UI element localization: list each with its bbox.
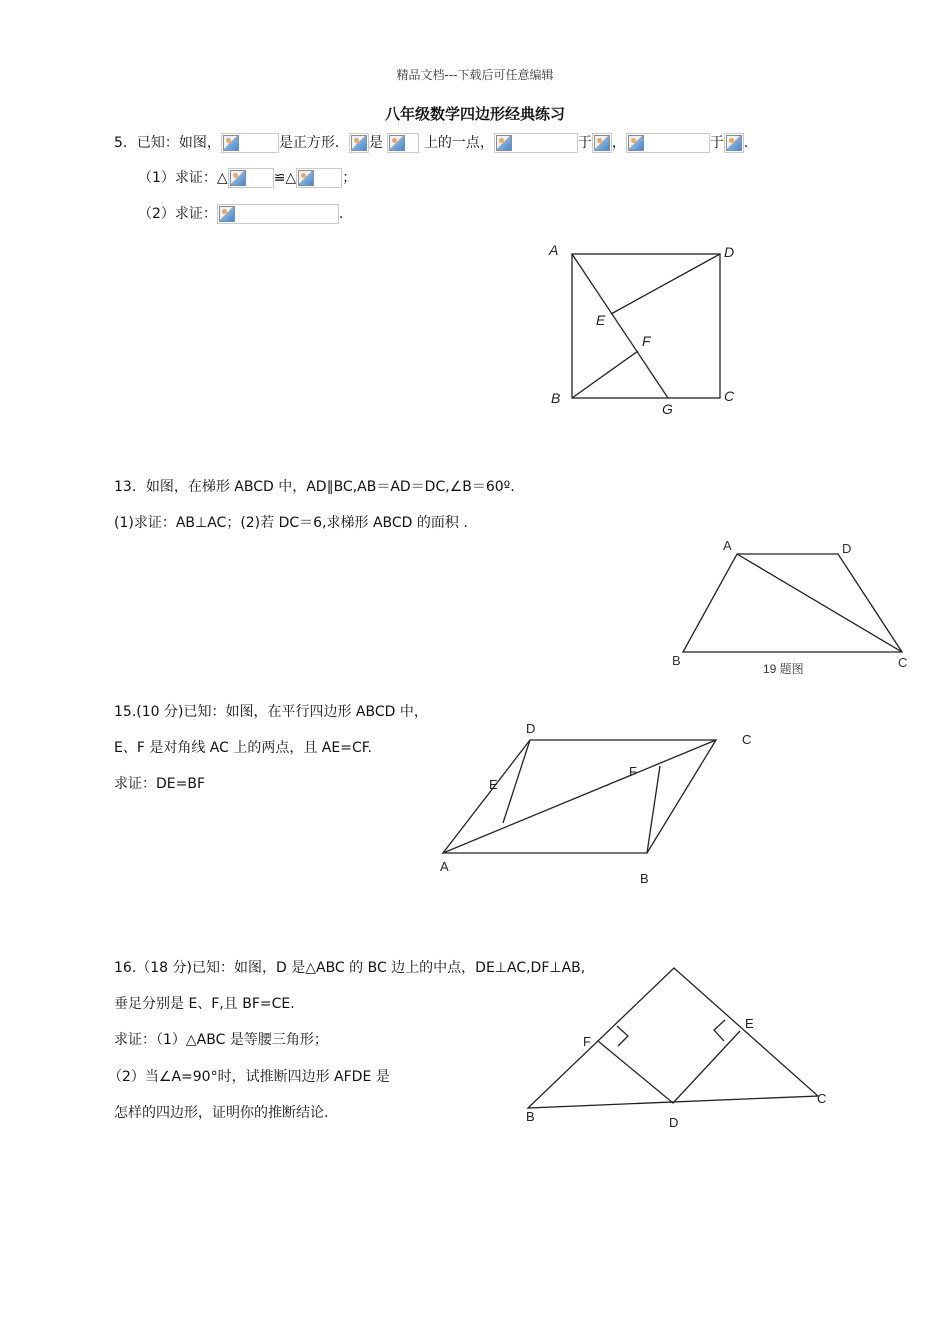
text: . <box>743 135 749 151</box>
perpendiculars-df-de <box>598 1031 740 1103</box>
problem-15-line-3: 求证：DE=BF <box>114 776 206 792</box>
page-title: 八年级数学四边形经典练习 <box>384 105 565 123</box>
text: ； <box>342 170 357 186</box>
point-label-f: F <box>629 764 637 779</box>
text: 已知：如图， <box>136 135 221 151</box>
right-angle-mark-f <box>617 1026 628 1046</box>
vertex-label-c: C <box>742 732 752 747</box>
vertex-label-a: A <box>723 538 732 553</box>
vertex-label-c: C <box>817 1091 827 1106</box>
vertex-label-b: B <box>551 390 561 406</box>
problem-16-line-3: 求证：（1）△ABC 是等腰三角形； <box>114 1032 328 1048</box>
segment-de <box>611 254 720 314</box>
vertex-label-b: B <box>640 871 649 886</box>
problem-15-line-2: E、F 是对角线 AC 上的两点，且 AE=CF. <box>114 740 372 756</box>
text: 上的一点， <box>423 135 494 151</box>
segment-ag <box>572 254 668 398</box>
text: 于 <box>709 135 724 151</box>
text: ≌△ <box>273 170 297 186</box>
vertex-label-d: D <box>526 721 536 736</box>
problem-16-line-4: （2）当∠A=90°时，试推断四边形 AFDE 是 <box>108 1069 390 1085</box>
problem-13-line-1: 13．如图，在梯形 ABCD 中，AD∥BC,AB＝AD＝DC,∠B＝60º. <box>114 479 515 495</box>
text: ， <box>611 135 626 151</box>
segment-de <box>503 740 530 823</box>
text: 于 <box>577 135 592 151</box>
problem-15-line-1: 15.(10 分)已知：如图，在平行四边形 ABCD 中， <box>114 704 428 720</box>
vertex-label-d: D <box>842 541 852 556</box>
point-label-d: D <box>669 1115 679 1130</box>
vertex-label-a: A <box>549 242 559 258</box>
problem-16-line-5: 怎样的四边形，证明你的推断结论. <box>114 1105 329 1121</box>
text: . <box>338 206 344 222</box>
point-label-e: E <box>745 1016 754 1031</box>
right-angle-mark-e <box>714 1020 725 1041</box>
text: 是正方形． <box>278 135 349 151</box>
figure-caption: 19 题图 <box>763 662 804 676</box>
segment-bf <box>572 351 638 398</box>
point-label-g: G <box>662 401 673 417</box>
text: （1）求证：△ <box>138 170 228 186</box>
square-abcd <box>572 254 720 398</box>
problem-16-line-2: 垂足分别是 E、F,且 BF=CE. <box>114 996 295 1012</box>
trapezoid-abcd <box>683 554 902 652</box>
triangle-abc <box>528 968 818 1108</box>
vertex-label-b: B <box>526 1109 535 1124</box>
problem-13-line-2: (1)求证：AB⊥AC；(2)若 DC＝6,求梯形 ABCD 的面积 . <box>114 515 468 531</box>
diagonal-ac <box>737 554 902 652</box>
text: 是 <box>368 135 383 151</box>
point-label-f: F <box>583 1034 591 1049</box>
text: （2）求证： <box>138 206 217 222</box>
point-label-e: E <box>489 777 498 792</box>
vertex-label-d: D <box>724 244 735 260</box>
point-label-f: F <box>642 333 651 349</box>
point-label-e: E <box>596 312 606 328</box>
vertex-label-c: C <box>898 655 908 670</box>
diagonal-ac <box>443 740 716 853</box>
vertex-label-b: B <box>672 653 681 668</box>
problem-number: 5． <box>114 135 137 151</box>
segment-bf <box>647 766 660 853</box>
problem-16-line-1: 16.（18 分)已知：如图，D 是△ABC 的 BC 边上的中点，DE⊥AC,DF⊥AB, <box>114 960 586 976</box>
vertex-label-c: C <box>724 388 735 404</box>
vertex-label-a: A <box>440 859 449 874</box>
page-header: 精品文档---下载后可任意编辑 <box>396 68 554 82</box>
